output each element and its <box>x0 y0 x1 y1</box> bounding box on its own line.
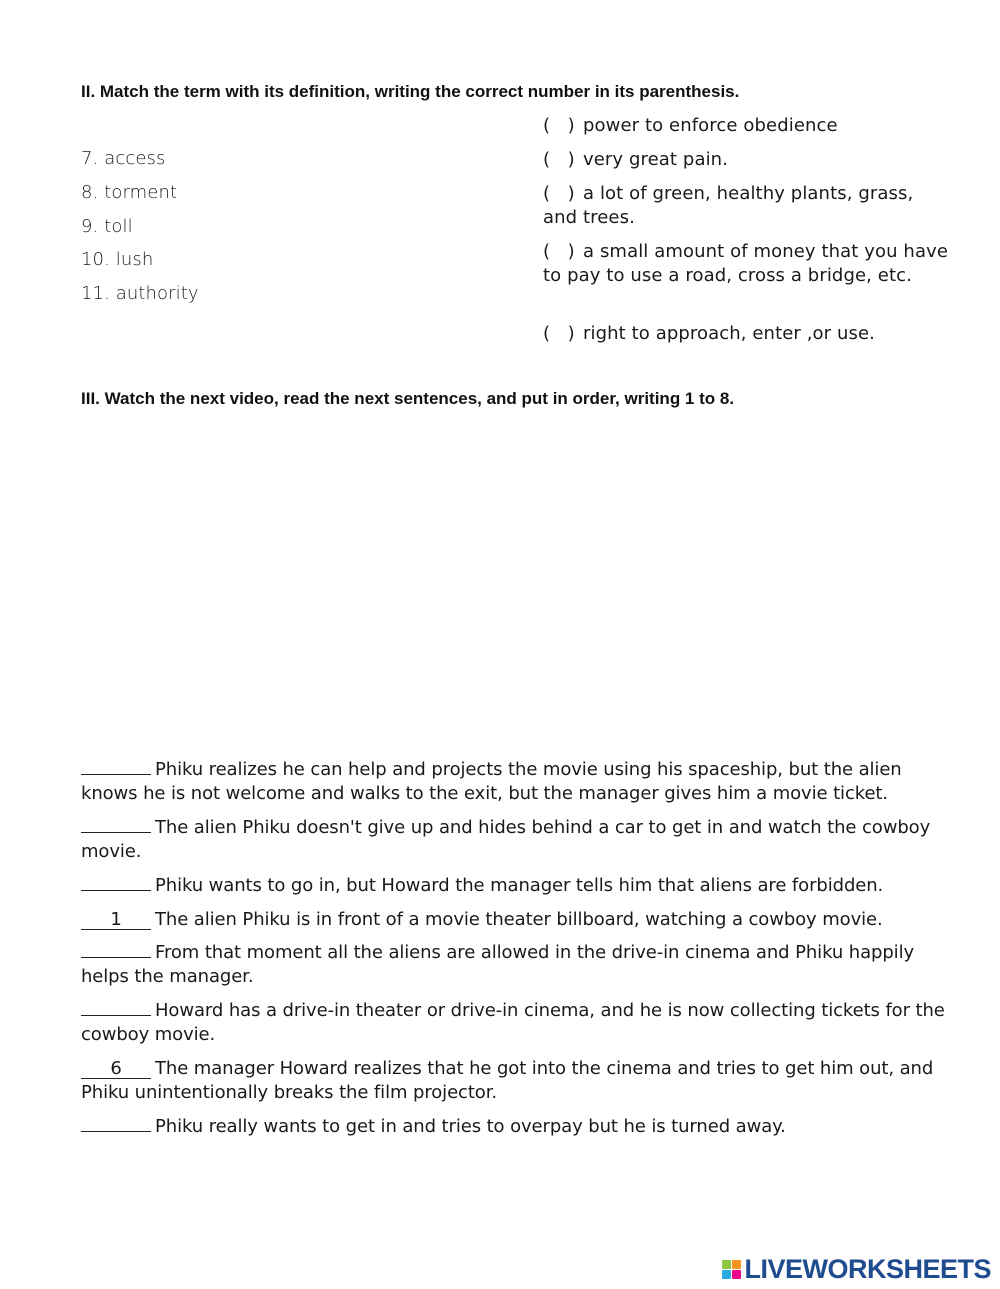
logo-text: LIVEWORKSHEETS <box>744 1253 991 1284</box>
order-answer-blank[interactable] <box>81 832 151 833</box>
ordering-item <box>81 999 951 1047</box>
definition-text: very great pain. <box>583 149 729 170</box>
ordering-item <box>81 1115 951 1139</box>
ordering-sentence-text: The alien Phiku is in front of a movie theater billboard, watching a cowboy movie. <box>155 909 883 930</box>
ordering-sentence-text: The manager Howard realizes that he got into the cinema and tries to get him out, and Phiku unintentionally breaks the film projector. <box>81 1058 934 1103</box>
order-answer-blank[interactable] <box>81 1015 151 1016</box>
definition-text: a lot of green, healthy plants, grass, and trees. <box>543 183 914 228</box>
definition-item <box>543 148 953 172</box>
ordering-item <box>81 1057 951 1105</box>
ordering-item <box>81 941 951 989</box>
ordering-item <box>81 908 951 932</box>
order-answer-blank[interactable]: 1 <box>81 911 151 930</box>
liveworksheets-logo[interactable] <box>722 1254 991 1284</box>
term-item: 10. lush <box>81 249 154 270</box>
answer-parenthesis[interactable]: ( ) <box>543 149 575 170</box>
term-item: 8. torment <box>81 182 178 203</box>
definition-item <box>543 114 953 138</box>
logo-mark-square <box>732 1270 741 1279</box>
video-area[interactable] <box>81 420 951 740</box>
answer-parenthesis[interactable]: ( ) <box>543 183 575 204</box>
ordering-sentence-text: Howard has a drive-in theater or drive-in cinema, and he is now collecting tickets for the cowboy movie. <box>81 1000 945 1045</box>
logo-mark-icon <box>722 1260 741 1279</box>
ordering-sentence-text: The alien Phiku doesn't give up and hides behind a car to get in and watch the cowboy movie. <box>81 817 931 862</box>
ordering-item <box>81 816 951 864</box>
section-2-heading: II. Match the term with its definition, writing the correct number in its parenthesis. <box>81 82 740 101</box>
definition-text: power to enforce obedience <box>583 115 838 136</box>
order-answer-blank[interactable]: 6 <box>81 1060 151 1079</box>
definition-item <box>543 182 953 230</box>
ordering-item <box>81 758 951 806</box>
answer-parenthesis[interactable]: ( ) <box>543 323 575 344</box>
section-3-heading: III. Watch the next video, read the next sentences, and put in order, writing 1 to 8. <box>81 389 735 408</box>
logo-mark-square <box>722 1260 731 1269</box>
definition-text: right to approach, enter ,or use. <box>583 323 875 344</box>
logo-mark-square <box>722 1270 731 1279</box>
order-answer-blank[interactable] <box>81 890 151 891</box>
order-answer-blank[interactable] <box>81 957 151 958</box>
ordering-sentence-text: Phiku wants to go in, but Howard the manager tells him that aliens are forbidden. <box>155 875 884 896</box>
ordering-sentence-text: From that moment all the aliens are allowed in the drive-in cinema and Phiku happily helps the manager. <box>81 942 915 987</box>
definition-item <box>543 322 953 346</box>
order-answer-blank[interactable] <box>81 1131 151 1132</box>
definition-item <box>543 240 953 288</box>
ordering-sentence-text: Phiku really wants to get in and tries to overpay but he is turned away. <box>155 1116 786 1137</box>
term-item: 11. authority <box>81 283 199 304</box>
answer-parenthesis[interactable]: ( ) <box>543 241 575 262</box>
logo-mark-square <box>732 1260 741 1269</box>
answer-parenthesis[interactable]: ( ) <box>543 115 575 136</box>
term-item: 9. toll <box>81 216 133 237</box>
order-answer-blank[interactable] <box>81 774 151 775</box>
definition-text: a small amount of money that you have to pay to use a road, cross a bridge, etc. <box>543 241 949 286</box>
term-item: 7. access <box>81 148 166 169</box>
ordering-sentence-text: Phiku realizes he can help and projects the movie using his spaceship, but the alien knows he is not welcome and walks to the exit, but the manager gives him a movie ticket. <box>81 759 902 804</box>
ordering-item <box>81 874 951 898</box>
